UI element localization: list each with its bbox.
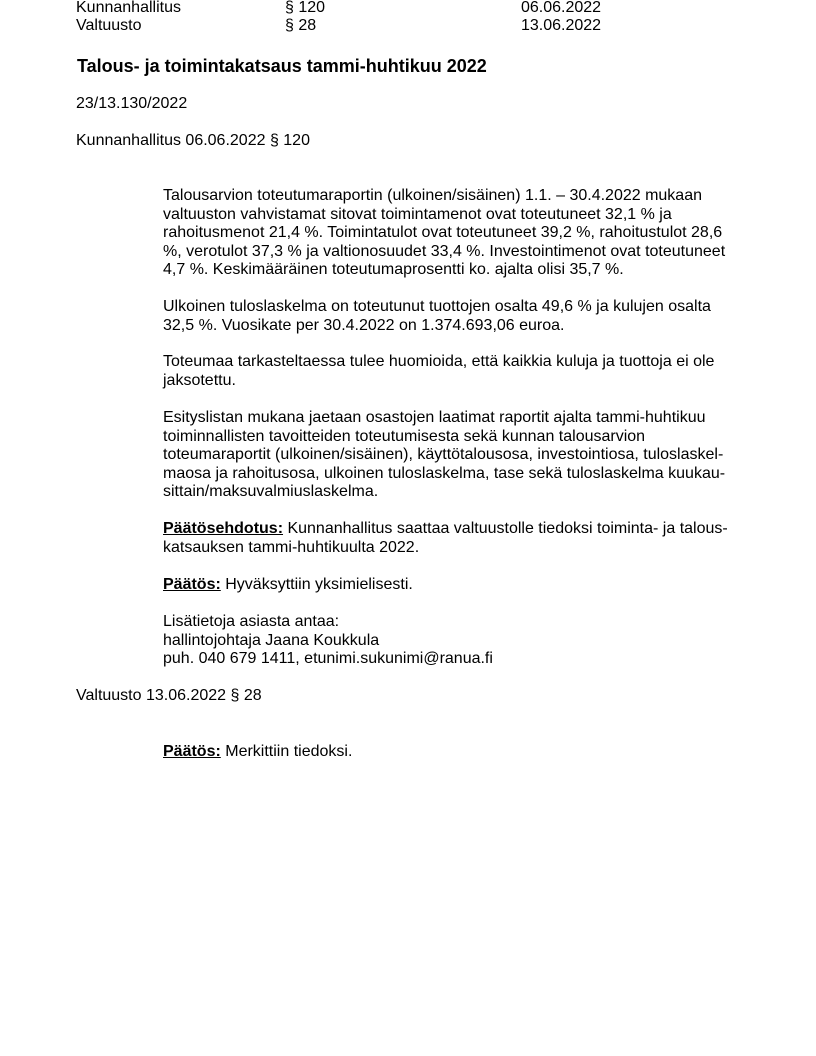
paragraph-2 — [163, 298, 711, 335]
text-line: Lisätietoja asiasta antaa: — [163, 613, 340, 630]
header-body-1: Kunnanhallitus — [76, 0, 181, 16]
text-line: %, verotulot 37,3 % ja valtionosuudet 33,4 %. Investointimenot ovat toteutuneet — [163, 242, 726, 260]
text-line: Talousarvion toteutumaraportin (ulkoinen/sisäinen) 1.1. – 30.4.2022 mukaan — [163, 187, 702, 204]
header-body-2: Valtuusto — [76, 17, 142, 34]
decision-1 — [163, 576, 413, 595]
decision-label: Päätös: — [163, 576, 221, 593]
decision-text: Hyväksyttiin yksimielisesti. — [220, 576, 413, 593]
decision-2 — [163, 743, 352, 762]
decision-text: Merkittiin tiedoksi. — [220, 743, 353, 760]
header-date-1: 06.06.2022 — [521, 0, 602, 16]
text-line: 4,7 %. Keskimääräinen toteutumaprosentti ko. ajalta olisi 35,7 %. — [163, 261, 624, 278]
text-line: Esityslistan mukana jaetaan osastojen laatimat raportit ajalta tammi-huhtikuu — [163, 409, 706, 426]
paragraph-3 — [163, 353, 714, 390]
text-line: Toteumaa tarkasteltaessa tulee huomioida, että kaikkia kuluja ja tuottoja ei ole — [163, 353, 715, 370]
proposal-label: Päätösehdotus: — [163, 520, 284, 537]
contact-info — [163, 613, 493, 669]
document-title: Talous- ja toimintakatsaus tammi-huhtikuu 2022 — [77, 56, 487, 76]
header-section-2: § 28 — [285, 17, 317, 34]
text-line: maosa ja rahoitusosa, ulkoinen tuloslaskelma, tase sekä tuloslaskelma kuukau- — [163, 464, 726, 482]
text-line: Ulkoinen tuloslaskelma on toteutunut tuottojen osalta 49,6 % ja kulujen osalta — [163, 298, 711, 315]
paragraph-4 — [163, 409, 725, 502]
meeting-heading-1: Kunnanhallitus 06.06.2022 § 120 — [76, 132, 310, 149]
text-line: sittain/maksuvalmiuslaskelma. — [163, 483, 379, 500]
proposal — [163, 520, 728, 557]
case-number: 23/13.130/2022 — [76, 95, 188, 112]
text-line: toiminnallisten tavoitteiden toteutumisesta sekä kunnan talousarvion — [163, 427, 646, 445]
header-date-2: 13.06.2022 — [521, 17, 602, 34]
meeting-heading-2: Valtuusto 13.06.2022 § 28 — [76, 687, 262, 704]
text-line: jaksotettu. — [163, 371, 236, 389]
paragraph-1 — [163, 187, 725, 280]
text-line: hallintojohtaja Jaana Koukkula — [163, 631, 380, 649]
header-section-1: § 120 — [285, 0, 326, 16]
text-line: Kunnanhallitus saattaa valtuustolle tiedoksi toiminta- ja talous- — [283, 520, 728, 537]
text-line: 32,5 %. Vuosikate per 30.4.2022 on 1.374.693,06 euroa. — [163, 316, 565, 334]
decision-label: Päätös: — [163, 743, 221, 760]
text-line: puh. 040 679 1411, etunimi.sukunimi@ranua.fi — [163, 650, 493, 667]
text-line: katsauksen tammi-huhtikuulta 2022. — [163, 538, 420, 556]
text-line: toteumaraportit (ulkoinen/sisäinen), käyttötalousosa, investointiosa, tuloslaskel- — [163, 446, 724, 463]
text-line: rahoitusmenot 21,4 %. Toimintatulot ovat toteutuneet 39,2 %, rahoitustulot 28,6 — [163, 224, 723, 241]
text-line: valtuuston vahvistamat sitovat toimintamenot ovat toteutuneet 32,1 % ja — [163, 205, 672, 223]
